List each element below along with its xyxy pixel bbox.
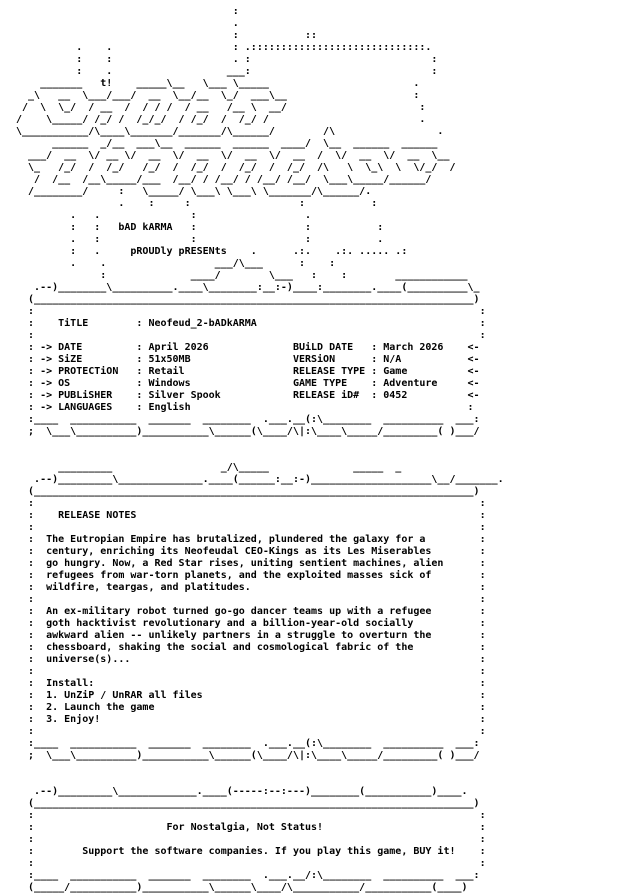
nfo-line: (_____/___________)___________\______\____/\___________/___________(____) — [16, 882, 468, 893]
nfo-line: : : — [16, 498, 486, 509]
nfo-line: : 1. UnZiP / UnRAR all files : — [16, 690, 486, 701]
nfo-line: : — [16, 6, 239, 17]
nfo-line: : wildfire, teargas, and platitudes. : — [16, 582, 486, 593]
nfo-line: ; \___\__________)___________\______(\____/\|:\____\_____/_________( )___/ — [16, 750, 480, 761]
nfo-line: : RELEASE NOTES : — [16, 510, 486, 521]
nfo-line: : century, enriching its Neofeudal CEO-Kings as its Les Miserables : — [16, 546, 486, 557]
nfo-line: : The Eutropian Empire has brutalized, plundered the galaxy for a : — [16, 534, 486, 545]
nfo-line: .--)_________\______________.____(______:__:-)____________________\__/_______. — [16, 474, 504, 485]
nfo-line: ___/ __ \/ __ \/ __ \/ __ \/ __ \/ __ / \/ __ \/ __ \__ — [16, 150, 450, 161]
nfo-line: : An ex-military robot turned go-go dancer teams up with a refugee : — [16, 606, 486, 617]
nfo-line: / \_____/ /_/ / /_/_/ / /_/ / /_/ / . — [16, 114, 426, 125]
nfo-line: : universe(s)... : — [16, 654, 486, 665]
nfo-line: : . ___: : — [16, 66, 438, 77]
nfo-line: .--)_________\_____________.____(-----:--:---)________(___________)____. — [16, 786, 468, 797]
nfo-line: : Install: : — [16, 678, 486, 689]
nfo-line: : : — [16, 834, 486, 845]
nfo-line: _\ __ \___/___/ __ \__/__ \_/ ___\__ : — [16, 90, 420, 101]
nfo-line: : : — [16, 522, 486, 533]
nfo-line: : ____/ \___ : : ____________ — [16, 270, 468, 281]
nfo-line: . . : . — [16, 210, 312, 221]
nfo-line: : -> LANGUAGES : English : — [16, 402, 474, 413]
nfo-line: /________/ : \_____/ \___\ \___\ \_______/\______/. — [16, 186, 372, 197]
nfo-line: / \ \_/ / __ / / / / / __ /__ \ __/ : — [16, 102, 426, 113]
nfo-line: :____ ___________ _______ ________ .___.__(:\________ __________ ___: — [16, 738, 480, 749]
nfo-line: (_________________________________________________________________________) — [16, 486, 480, 497]
nfo-line: : Support the software companies. If you play this game, BUY it! : — [16, 846, 486, 857]
nfo-line: : goth hacktivist revolutionary and a billion-year-old socially : — [16, 618, 486, 629]
nfo-line: _________ _/\_____ _____ _ — [16, 462, 402, 473]
nfo-release-text — [16, 6, 504, 894]
nfo-line: : 3. Enjoy! : — [16, 714, 486, 725]
nfo-line: : refugees from war-torn planets, and the exploited masses sick of : — [16, 570, 486, 581]
nfo-line: . : : : . — [16, 234, 384, 245]
nfo-line: : go hungry. Now, a Red Star rises, uniting sentient machines, alien : — [16, 558, 486, 569]
nfo-line: : : — [16, 306, 486, 317]
nfo-line: : : — [16, 666, 486, 677]
nfo-line: : -> DATE : April 2026 BUiLD DATE : March 2026 <- — [16, 342, 480, 353]
nfo-line: : TiTLE : Neofeud_2-bADkARMA : — [16, 318, 486, 329]
nfo-line: : -> PUBLiSHER : Silver Spook RELEASE iD# : 0452 <- — [16, 390, 480, 401]
nfo-line: _______ t! _____\__ \___ \_____ . — [16, 78, 420, 89]
nfo-line: : . pROUDly pRESENts . .:. .:. ..... .: — [16, 246, 408, 257]
nfo-line: (_________________________________________________________________________) — [16, 798, 480, 809]
nfo-line: : : — [16, 726, 486, 737]
nfo-line: : : — [16, 810, 486, 821]
nfo-line: :____ ___________ _______ ________ .___.__/:\________ __________ ___: — [16, 870, 480, 881]
nfo-line: ______ _/__ ___\__ ______ ______ ____/ \__ ______ ______ — [16, 138, 438, 149]
nfo-line: . — [16, 18, 239, 29]
nfo-line: : awkward alien -- unlikely partners in a struggle to overturn the : — [16, 630, 486, 641]
nfo-line: : -> OS : Windows GAME TYPE : Adventure <- — [16, 378, 480, 389]
nfo-line: : : . : : — [16, 54, 438, 65]
nfo-line: : : bAD kARMA : : : — [16, 222, 384, 233]
nfo-line: . : : : : — [16, 198, 378, 209]
nfo-line: :____ ___________ _______ ________ .___.__(:\________ __________ ___: — [16, 414, 480, 425]
nfo-line: . . : .:::::::::::::::::::::::::::::. — [16, 42, 432, 53]
nfo-line: : For Nostalgia, Not Status! : — [16, 822, 486, 833]
nfo-line: : : — [16, 330, 486, 341]
nfo-line: \_ /_/ / /_/ /_/ / /_/ / /_/ / /_/ /\ \ \_\ \ \/_/ / — [16, 162, 456, 173]
nfo-line: (_________________________________________________________________________) — [16, 294, 480, 305]
nfo-line: : chessboard, shaking the social and cosmological fabric of the : — [16, 642, 486, 653]
nfo-line: : -> SiZE : 51x50MB VERSiON : N/A <- — [16, 354, 480, 365]
nfo-line: .--)________\__________.____\________:__:-)____:________.____(__________\_ — [16, 282, 480, 293]
nfo-line: : :: — [16, 30, 318, 41]
nfo-line: : -> PROTECTiON : Retail RELEASE TYPE : Game <- — [16, 366, 480, 377]
nfo-line: : 2. Launch the game : — [16, 702, 486, 713]
nfo-line: \___________/\____\_______/_______/\______/ /\ . — [16, 126, 444, 137]
nfo-line: / /__ /__\_____/___ /__/ / /__/ / /__/ /__/ \___\_____/______/ — [16, 174, 432, 185]
nfo-line: ; \___\__________)___________\______(\____/\|:\____\_____/_________( )___/ — [16, 426, 480, 437]
nfo-line: . . ___/\___ : : — [16, 258, 336, 269]
nfo-line: : : — [16, 594, 486, 605]
nfo-line: : : — [16, 858, 486, 869]
